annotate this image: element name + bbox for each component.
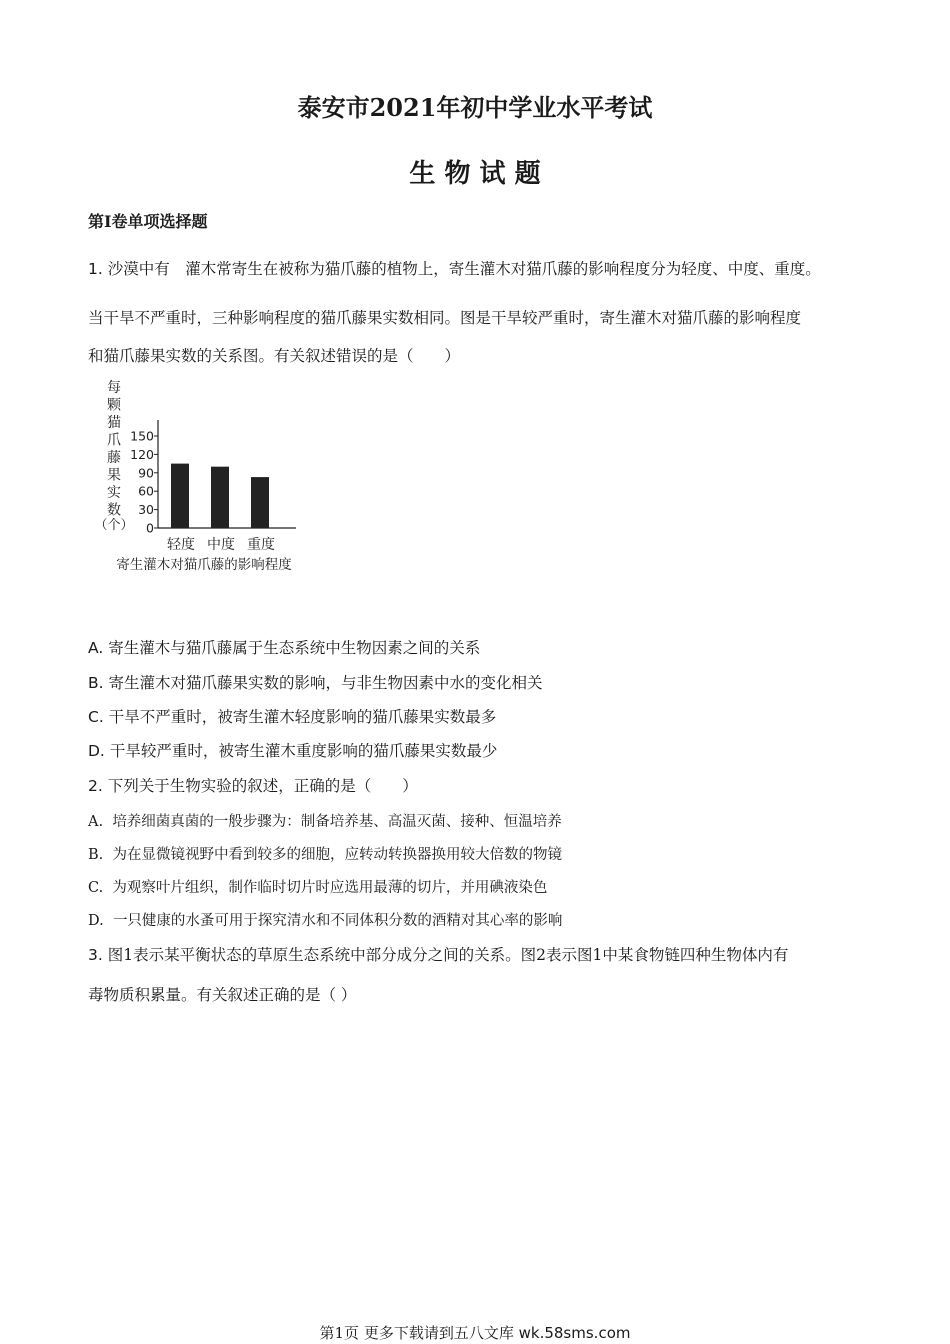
exam-subtitle: 生 物 试 题 — [409, 159, 541, 189]
chart-ylabel-char: 果 — [107, 467, 121, 484]
option-letter: B. — [88, 847, 104, 863]
q2-text: 下列关于生物实验的叙述，正确的是（ ） — [107, 777, 418, 795]
option-letter: C. — [88, 708, 104, 726]
option-letter: D. — [88, 742, 105, 760]
chart-ytick-label: 90 — [138, 465, 154, 481]
option-text: 为在显微镜视野中看到较多的细胞，应转动转换器换用较大倍数的物镜 — [112, 847, 562, 863]
chart-ylabel — [94, 380, 133, 533]
q2-option-d — [88, 909, 562, 930]
chart-xticks — [167, 536, 275, 553]
q3-text-1: 图1表示某平衡状态的草原生态系统中部分成分之间的关系。图2表示图1中某食物链四种生物体内有 — [107, 946, 789, 964]
footer-page: 第1页 更多下载请到五八文库 — [319, 1324, 514, 1342]
q1-line2: 当干旱不严重时，三种影响程度的猫爪藤果实数相同。图是干旱较严重时，寄生灌木对猫爪藤的影响程度 — [88, 309, 802, 327]
q1-option-d — [88, 739, 497, 761]
q1-text-1: 沙漠中有 灌木常寄生在被称为猫爪藤的植物上，寄生灌木对猫爪藤的影响程度分为轻度、中度、重度。 — [107, 260, 821, 278]
option-text: 寄生灌木对猫爪藤果实数的影响，与非生物因素中水的变化相关 — [108, 674, 543, 692]
q3-line2: 毒物质积累量。有关叙述正确的是（ ） — [88, 986, 357, 1004]
footer-site-link[interactable]: wk.58sms.com — [518, 1324, 631, 1342]
option-text: 寄生灌木与猫爪藤属于生态系统中生物因素之间的关系 — [108, 639, 481, 657]
option-letter: B. — [88, 674, 104, 692]
chart-ylabel-char: 每 — [107, 380, 121, 396]
option-text: 干旱较严重时，被寄生灌木重度影响的猫爪藤果实数最少 — [109, 742, 498, 760]
q3-number: 3. — [88, 946, 103, 964]
chart-xtick-label: 重度 — [247, 537, 275, 553]
chart-xlabel: 寄生灌木对猫爪藤的影响程度 — [116, 557, 292, 573]
chart-ytick-label: 150 — [130, 428, 154, 444]
chart-bar — [251, 477, 269, 528]
chart-ytick-label: 0 — [146, 520, 154, 536]
q1-number: 1. — [88, 260, 103, 278]
chart-xtick-label: 中度 — [207, 537, 235, 553]
section-heading: 第I卷单项选择题 — [88, 212, 208, 231]
q1-option-c — [88, 705, 496, 727]
option-letter: A. — [88, 814, 104, 830]
q2-number: 2. — [88, 777, 103, 795]
q2-option-b — [88, 843, 562, 864]
chart-bars — [171, 464, 269, 528]
chart-ytick-label: 30 — [138, 502, 154, 518]
page-footer — [0, 1322, 950, 1343]
chart-ylabel-unit: （个） — [94, 518, 134, 533]
option-text: 为观察叶片组织，制作临时切片时应选用最薄的切片，并用碘液染色 — [112, 880, 548, 896]
chart-yticks — [130, 429, 158, 536]
q1-line1 — [88, 257, 821, 279]
option-text: 一只健康的水蚤可用于探究清水和不同体积分数的酒精对其心率的影响 — [112, 913, 563, 929]
q3-line1 — [88, 943, 788, 965]
exam-title: 泰安市2021年初中学业水平考试 — [297, 93, 653, 122]
q2-stem — [88, 774, 418, 796]
chart-xtick-label: 轻度 — [167, 537, 195, 553]
chart-ylabel-char: 数 — [107, 502, 121, 519]
option-letter: A. — [88, 639, 104, 657]
chart-ytick-label: 120 — [130, 446, 154, 462]
chart-ylabel-char: 颗 — [107, 397, 121, 414]
chart-bar — [171, 464, 189, 528]
q2-option-a — [88, 810, 562, 831]
bar-chart — [86, 378, 336, 578]
q2-option-c — [88, 876, 547, 897]
chart-ylabel-char: 猫 — [107, 415, 121, 431]
q1-line3: 和猫爪藤果实数的关系图。有关叙述错误的是（ ） — [88, 347, 461, 365]
option-text: 干旱不严重时，被寄生灌木轻度影响的猫爪藤果实数最多 — [108, 708, 497, 726]
chart-ylabel-char: 实 — [107, 485, 121, 501]
chart-bar — [211, 467, 229, 528]
option-letter: C. — [88, 880, 104, 896]
chart-ylabel-char: 藤 — [107, 450, 121, 466]
q1-option-b — [88, 671, 543, 693]
option-text: 培养细菌真菌的一般步骤为：制备培养基、高温灭菌、接种、恒温培养 — [112, 814, 562, 830]
chart-ytick-label: 60 — [138, 483, 154, 499]
chart-ylabel-char: 爪 — [107, 432, 121, 449]
option-letter: D. — [88, 913, 104, 929]
q1-option-a — [88, 636, 480, 658]
